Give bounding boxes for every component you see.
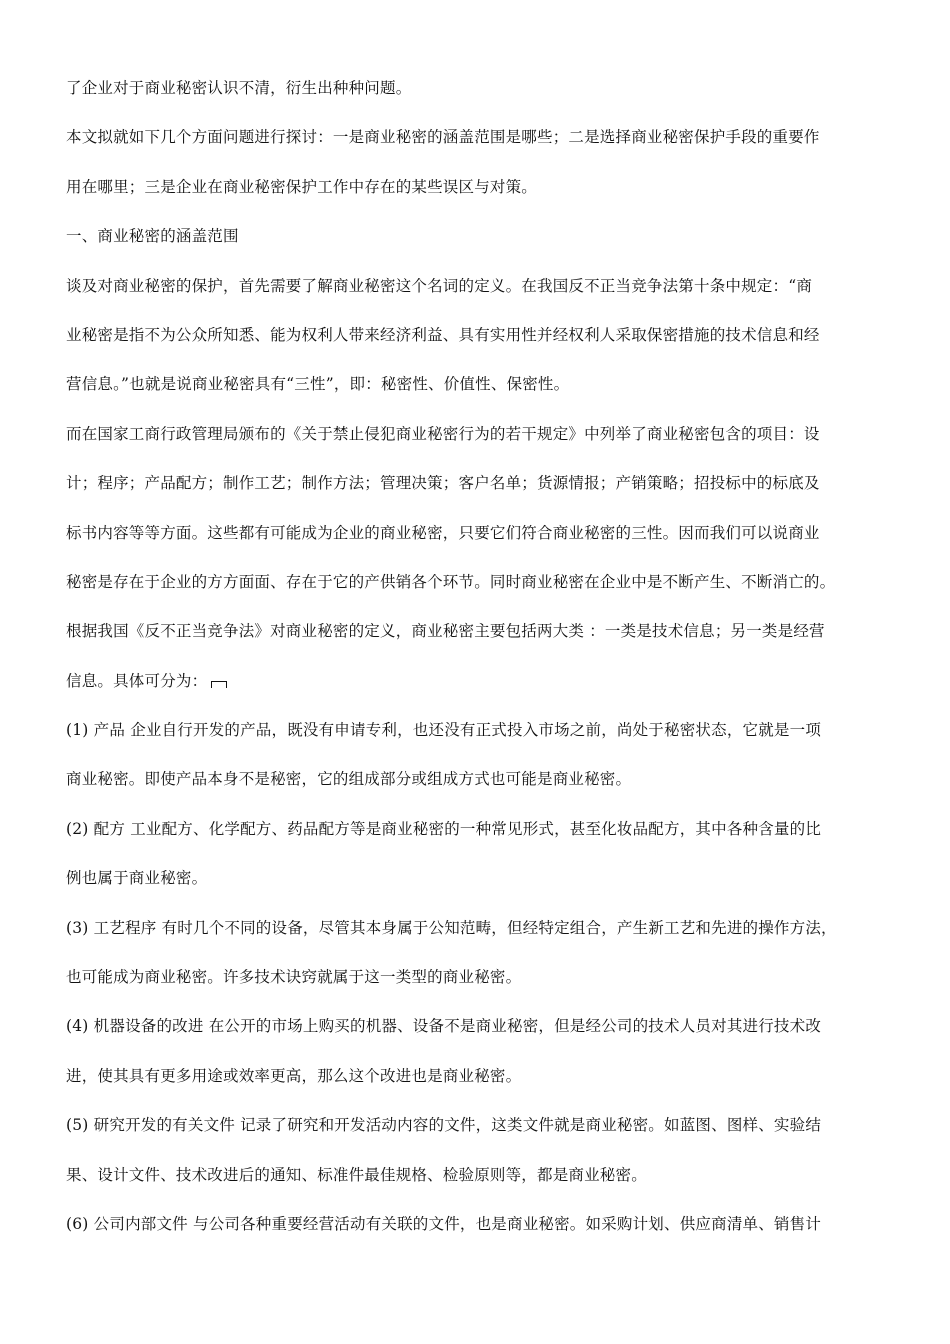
text-line: 谈及对商业秘密的保护，首先需要了解商业秘密这个名词的定义。在我国反不正当竞争法第十条中规定：“商: [66, 276, 813, 295]
text-line: 标书内容等等方面。这些都有可能成为企业的商业秘密，只要它们符合商业秘密的三性。因而我们可以说商业: [66, 523, 820, 542]
document-page: [66, 72, 886, 1257]
list-item-6: (6) 公司内部文件 与公司各种重要经营活动有关联的文件，也是商业秘密。如采购计划、供应商清单、销售计: [66, 1214, 822, 1233]
text-line: 而在国家工商行政管理局颁布的《关于禁止侵犯商业秘密行为的若干规定》中列举了商业秘密包含的项目：设: [66, 424, 820, 443]
list-item-2: (2) 配方 工业配方、化学配方、药品配方等是商业秘密的一种常见形式，甚至化妆品配方，其中各种含量的比: [66, 819, 822, 838]
section-heading: 一、商业秘密的涵盖范围: [66, 227, 239, 246]
list-item-1: (1) 产品 企业自行开发的产品，既没有申请专利，也还没有正式投入市场之前，尚处于秘密状态，它就是一项: [66, 721, 822, 740]
text-line: 了企业对于商业秘密认识不清，衍生出种种问题。: [66, 79, 412, 97]
text-line: 进，使其具有更多用途或效率更高，那么这个改进也是商业秘密。: [66, 1066, 522, 1085]
text-line: 用在哪里；三是企业在商业秘密保护工作中存在的某些误区与对策。: [66, 177, 538, 196]
text-line: 商业秘密。即使产品本身不是秘密，它的组成部分或组成方式也可能是商业秘密。: [66, 770, 632, 789]
text-line: 也可能成为商业秘密。许多技术诀窍就属于这一类型的商业秘密。: [66, 968, 522, 987]
text-line-with-mark: [66, 665, 886, 714]
list-item-4: (4) 机器设备的改进 在公开的市场上购买的机器、设备不是商业秘密，但是经公司的技术人员对其进行技术改: [66, 1017, 822, 1036]
text-line: 果、设计文件、技术改进后的通知、标准件最佳规格、检验原则等，都是商业秘密。: [66, 1165, 647, 1184]
text-line: 例也属于商业秘密。: [66, 869, 208, 888]
list-item-3: (3) 工艺程序 有时几个不同的设备，尽管其本身属于公知范畴，但经特定组合，产生新工艺和先进的操作方法，: [66, 918, 837, 937]
text-line: 业秘密是指不为公众所知悉、能为权利人带来经济利益、具有实用性并经权利人采取保密措施的技术信息和经: [66, 325, 820, 344]
text-line: 根据我国《反不正当竞争法》对商业秘密的定义，商业秘密主要包括两大类 ：一类是技术信息；另一类是经营: [66, 622, 825, 641]
bracket-mark-icon: [211, 681, 227, 688]
text-line: 计；程序；产品配方；制作工艺；制作方法；管理决策；客户名单；货源情报；产销策略；招投标中的标底及: [66, 474, 820, 493]
text-line: 营信息。”也就是说商业秘密具有“三性”，即：秘密性、价值性、保密性。: [66, 375, 570, 394]
list-item-5: (5) 研究开发的有关文件 记录了研究和开发活动内容的文件，这类文件就是商业秘密。如蓝图、图样、实验结: [66, 1116, 822, 1135]
text-line: 秘密是存在于企业的方方面面、存在于它的产供销各个环节。同时商业秘密在企业中是不断产生、不断消亡的。: [66, 572, 836, 591]
text-line: 本文拟就如下几个方面问题进行探讨：一是商业秘密的涵盖范围是哪些；二是选择商业秘密保护手段的重要作: [66, 128, 820, 147]
text-line: 信息。具体可分为：: [66, 671, 208, 690]
